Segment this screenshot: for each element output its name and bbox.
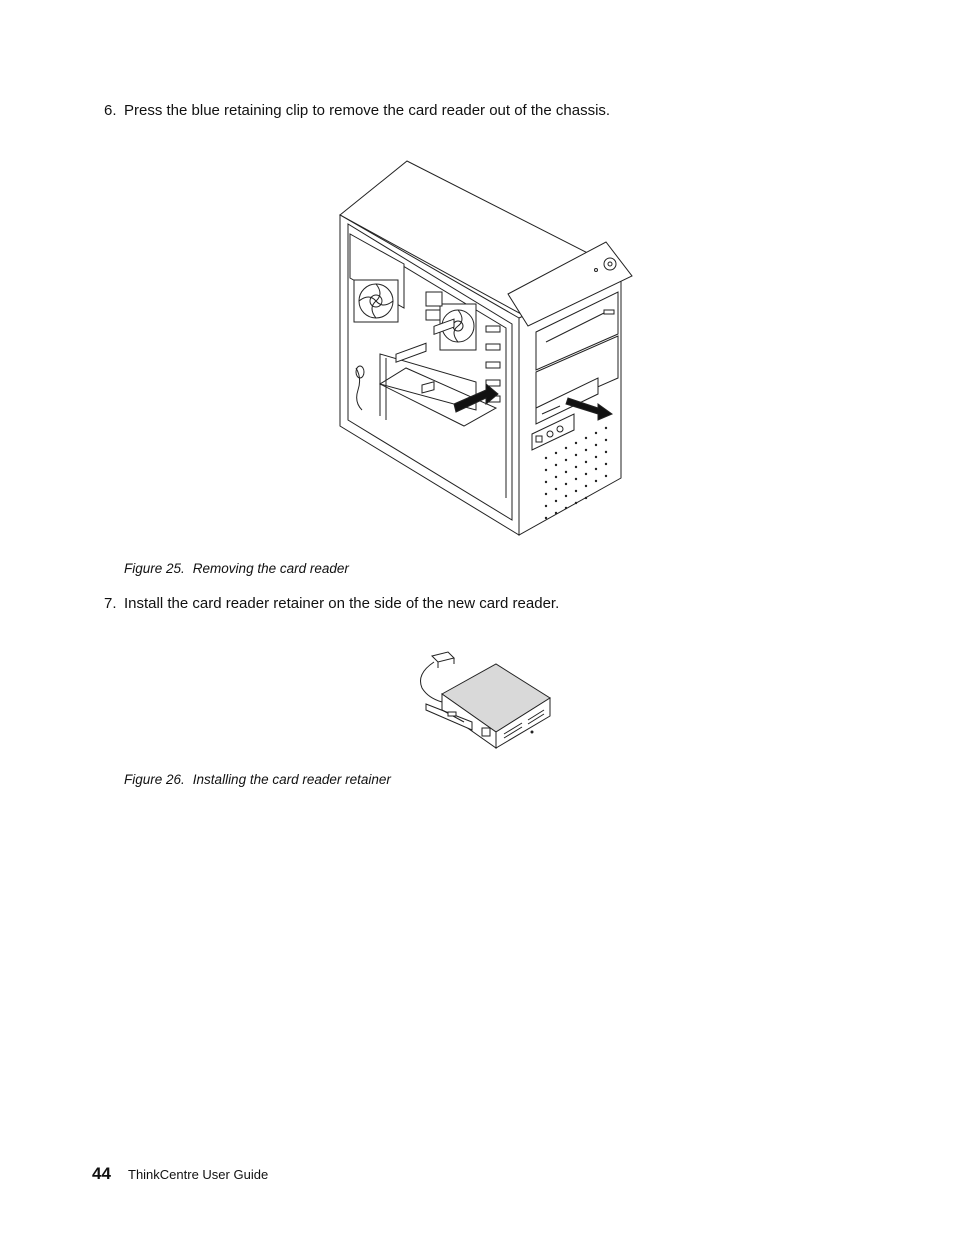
step-number: 7.	[104, 595, 117, 612]
step-text: Press the blue retaining clip to remove the card reader out of the chassis.	[124, 102, 611, 119]
figure-25-caption	[124, 561, 349, 576]
step-text: Install the card reader retainer on the side of the new card reader.	[124, 595, 560, 612]
page-number: 44	[92, 1164, 111, 1183]
step-6	[104, 101, 610, 121]
step-number: 6.	[104, 102, 117, 119]
figure-label: Figure 26.	[124, 772, 185, 787]
page-footer	[92, 1164, 268, 1184]
step-7	[104, 594, 559, 614]
figure-caption-text: Installing the card reader retainer	[192, 772, 391, 787]
chassis-card-reader-removal-illustration	[336, 158, 636, 538]
card-reader-retainer-illustration	[412, 648, 554, 752]
figure-caption-text: Removing the card reader	[192, 561, 349, 576]
figure-label: Figure 25.	[124, 561, 185, 576]
document-title: ThinkCentre User Guide	[128, 1167, 269, 1182]
figure-26-caption	[124, 772, 391, 787]
